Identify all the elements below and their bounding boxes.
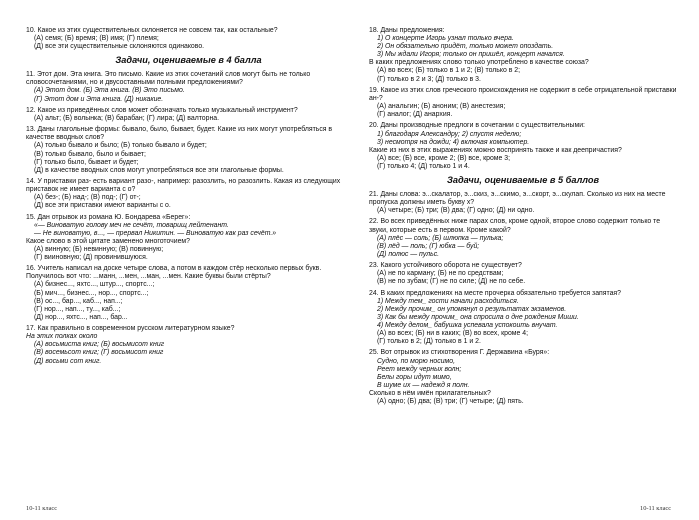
phrase-item: 1) благодаря Александру; 2) спустя неделю; bbox=[377, 130, 522, 138]
question-21 bbox=[369, 191, 677, 215]
page-footer-left: 10-11 класс bbox=[26, 505, 58, 512]
answer-options: (В) восемьсот книг; (Г) восьмисот книг bbox=[34, 349, 164, 357]
section-heading-5-points: Задачи, оцениваемые в 5 баллов bbox=[446, 174, 600, 185]
question-12 bbox=[26, 107, 351, 123]
question-10 bbox=[26, 27, 351, 51]
quote-line: — Не виноватую, в..., — прервал Никитин. — Виноватую как раз сечёт.» bbox=[34, 229, 277, 237]
answer-options: (Б) мич..., бизнес..., нор..., спортс...; bbox=[34, 289, 149, 297]
answer-options: (Д) все эти приставки имеют варианты с о. bbox=[34, 202, 171, 210]
question-stem: 17. Как правильно в современном русском литературном языке? bbox=[26, 325, 235, 333]
sentence-item: 3) Как бы между прочим_ она спросила о дне рождения Миши. bbox=[377, 313, 579, 321]
answer-options: (А) анальгин; (Б) аноним; (В) анестезия; bbox=[377, 103, 506, 111]
answer-options: (А) одно; (Б) два; (В) три; (Г) четыре; (Д) пять. bbox=[377, 397, 524, 405]
question-stem: 18. Даны предложения: bbox=[369, 27, 445, 34]
right-column bbox=[369, 27, 677, 409]
poem-line: Судно, по морю носимо, bbox=[377, 357, 456, 365]
question-stem: 19. Какое из этих слов греческого происхождения не содержит в себе отрицательной приставки ан-? bbox=[369, 86, 677, 102]
answer-options: (Д) все эти существительные склоняются одинаково. bbox=[34, 43, 205, 51]
sentence-item: 2) Он обязательно придёт, только может опоздать. bbox=[377, 43, 554, 51]
answer-options: (А) Этот дом. (Б) Эта книга. (В) Это письмо. bbox=[34, 87, 185, 95]
answer-options: (А) во всех; (Б) ни в каких; (В) во всех, кроме 4; bbox=[377, 330, 529, 338]
answer-options: (Д) полюс — пульс. bbox=[377, 250, 440, 258]
question-stem: 20. Даны производные предлоги в сочетании с существительными: bbox=[369, 122, 585, 130]
question-stem: 11. Этот дом. Эта книга. Это письмо. Какие из этих сочетаний слов могут быть не только словосочетаниями, но и двусоставными полными предложениями? bbox=[26, 71, 311, 87]
sentence-item: 2) Между прочим_ он упомянул о результатах экзаменов. bbox=[377, 305, 567, 313]
question-stem: 23. Какого устойчивого оборота не существует? bbox=[369, 262, 522, 270]
answer-options: (А) бизнес..., яхтс..., штур..., спортс...; bbox=[34, 281, 155, 289]
question-22 bbox=[369, 218, 677, 258]
sentence-item: 4) Между делом_ бабушка успевала успокоить внучат. bbox=[377, 321, 558, 329]
answer-options: (А) только бывало и было; (Б) только бывало и будет; bbox=[34, 142, 207, 150]
left-column bbox=[26, 27, 351, 369]
question-stem: 21. Даны слова: э...скалатор, э...скиз, э...скимо, э...скорт, э...скулап. Сколько из них на месте пропуска должны иметь букву х? bbox=[369, 190, 666, 207]
poem-line: Реет между черных волн; bbox=[377, 365, 462, 373]
answer-options: (А) все; (Б) все, кроме 2; (В) все, кроме 3; bbox=[377, 154, 511, 162]
question-stem: 14. У приставки раз- есть вариант разо-, например: разозлить, но разозлить. Какая из следующих приставок не имеет варианта с о? bbox=[26, 177, 341, 194]
question-25 bbox=[369, 349, 677, 406]
sentence-item: 1) О концерте Игорь узнал только вчера. bbox=[377, 35, 514, 43]
question-stem: 22. Во всех приведённых ниже парах слов, кроме одной, второе слово содержит только те звуки, которые есть в первом. Кроме какой? bbox=[369, 218, 661, 234]
answer-options: (А) винную; (Б) невинную; (В) повинную; bbox=[34, 245, 164, 253]
question-16 bbox=[26, 265, 351, 322]
answer-options: (А) во всех; (Б) только в 1 и 2; (В) только в 2; bbox=[377, 67, 521, 75]
question-stem: 10. Какое из этих существительных склоняется не совсем так, как остальные? bbox=[26, 27, 278, 34]
question-ask: Какое слово в этой цитате заменено многоточием? bbox=[26, 237, 190, 245]
section-heading-4-points: Задачи, оцениваемые в 4 балла bbox=[115, 55, 262, 66]
poem-line: В шуме их — надежд я полн. bbox=[377, 381, 470, 389]
question-17 bbox=[26, 325, 351, 365]
answer-options: (А) альт; (Б) волынка; (В) барабан; (Г) лира; (Д) валторна. bbox=[34, 114, 220, 122]
answer-options: (Г) вииновную; (Д) провинившуюся. bbox=[34, 254, 148, 261]
question-stem: 24. В каких предложениях на месте прочерка обязательно требуется запятая? bbox=[369, 289, 621, 297]
answer-options: (В) ос..., бар..., каб..., нап...; bbox=[34, 297, 123, 305]
answer-options: (А) плёс — соль; (Б) шлюпка — пулька; bbox=[377, 234, 504, 242]
answer-options: (Г) аналог; (Д) анархия. bbox=[377, 111, 453, 119]
question-ask: В каких предложениях слово только употреблено в качестве союза? bbox=[369, 59, 589, 67]
answer-options: (А) семя; (Б) время; (В) имя; (Г) племя; bbox=[34, 35, 159, 43]
question-23 bbox=[369, 262, 677, 286]
question-ask: Какие из них в этих выражениях можно воспринять также и как деепричастия? bbox=[369, 146, 622, 154]
answer-options: (Г) Этот дом и Эта книга. (Д) никакие. bbox=[34, 95, 164, 103]
answer-options: (Д) восьми сот книг. bbox=[34, 357, 102, 365]
answer-options: (В) лёд — поль; (Г) юбка — буй; bbox=[377, 242, 480, 250]
question-13 bbox=[26, 126, 351, 175]
question-stem: 12. Какое из приведённых слов может обозначать только музыкальный инструмент? bbox=[26, 106, 298, 114]
question-14 bbox=[26, 178, 351, 210]
quote-line: «— Виноватую голову меч не сечёт, товарищ лейтенант. bbox=[34, 221, 229, 229]
question-stem: 13. Даны глагольные формы: бывало, было, бывает, будет. Какие из них могут употребляться в качестве вводных слов? bbox=[26, 126, 333, 142]
question-15 bbox=[26, 214, 351, 263]
answer-options: (Д) в качестве вводных слов могут употребляться все эти глагольные формы. bbox=[34, 166, 284, 174]
answer-options: (Г) только было, бывает и будет; bbox=[34, 158, 139, 166]
answer-options: (Г) только 4; (Д) только 1 и 4. bbox=[377, 162, 470, 170]
answer-options: (Г) только в 2 и 3; (Д) только в 3. bbox=[377, 75, 481, 83]
question-ask: Сколько в нём имён прилагательных? bbox=[369, 389, 491, 397]
answer-options: (А) без-; (Б) над-; (В) под-; (Г) от-; bbox=[34, 194, 141, 202]
sentence-item: 3) Мы ждали Игоря; только он пришёл, концерт начался. bbox=[377, 51, 565, 59]
answer-options: (А) четыре; (Б) три; (В) два; (Г) одно; (Д) ни одно. bbox=[377, 207, 535, 215]
answer-options: (В) только бывало, было и бывает; bbox=[34, 150, 146, 158]
question-stem: 16. Учитель написал на доске четыре слова, а потом в каждом стёр несколько первых букв. Получилось вот что: ...манн, ...мен, ...ман, ...мен. Какие буквы были стёрты? bbox=[26, 265, 322, 281]
question-19 bbox=[369, 87, 677, 119]
answer-options: (Г) нор..., нап..., ту..., каб...; bbox=[34, 305, 121, 313]
phrase-item: 3) несмотря на дожди; 4) включая компьютер. bbox=[377, 138, 530, 146]
answer-options: (В) не по зубам; (Г) не по силе; (Д) не по себе. bbox=[377, 278, 526, 286]
question-24 bbox=[369, 290, 677, 347]
question-stem: 25. Вот отрывок из стихотворения Г. Державина «Буря»: bbox=[369, 349, 550, 357]
answer-options: (Д) нор..., яхтс..., нап..., бар... bbox=[34, 313, 128, 321]
question-11 bbox=[26, 71, 351, 103]
page-footer-right: 10-11 класс bbox=[640, 505, 672, 512]
question-stem: 15. Дан отрывок из романа Ю. Бондарева «Берег»: bbox=[26, 213, 191, 221]
question-sub: На этих полках около bbox=[26, 333, 98, 341]
answer-options: (А) восьмиста книг; (Б) восьмисот книг bbox=[34, 341, 165, 349]
answer-options: (А) не по карману; (Б) не по средствам; bbox=[377, 270, 504, 278]
poem-line: Белы горы идут мимо, bbox=[377, 373, 452, 381]
answer-options: (Г) только в 2; (Д) только в 1 и 2. bbox=[377, 338, 481, 346]
sentence-item: 1) Между тем_ гости начали расходиться. bbox=[377, 297, 519, 305]
question-18 bbox=[369, 27, 677, 84]
question-20 bbox=[369, 122, 677, 171]
